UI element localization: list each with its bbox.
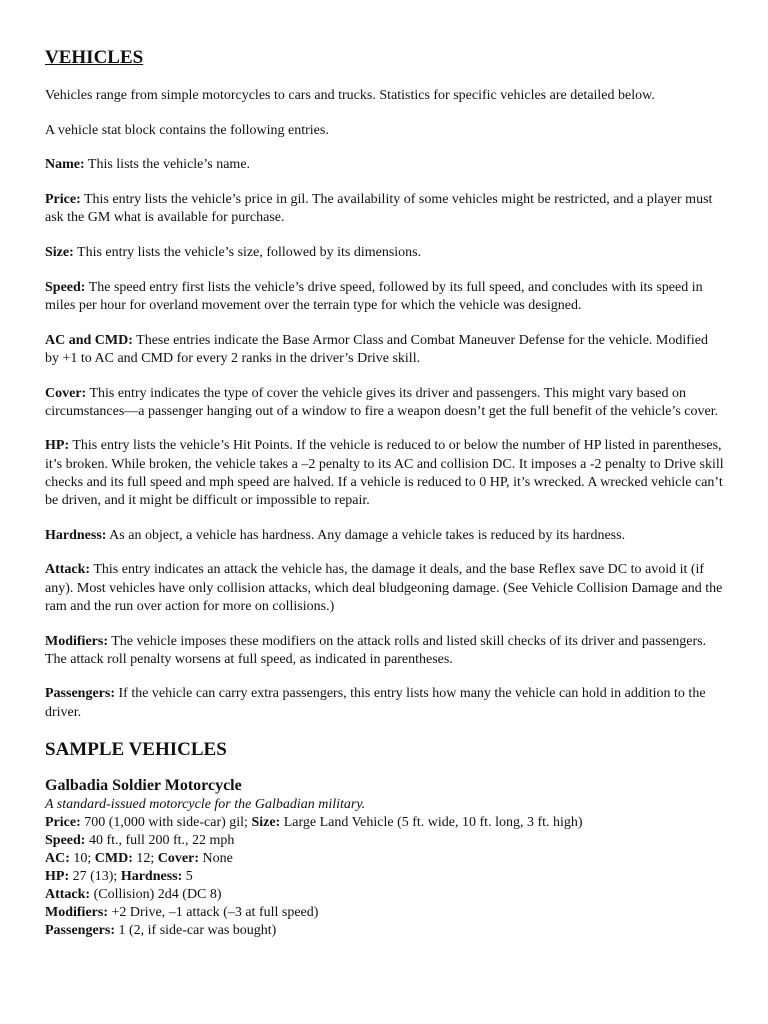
entry-ac-cmd [45,332,725,368]
entry-term: Hardness: [45,527,107,543]
section-heading: SAMPLE VEHICLES [45,739,227,761]
entry-attack [45,561,725,616]
entry-modifiers [45,633,725,669]
stat-speed [45,832,725,850]
stat-label: CMD: [94,851,133,867]
entry-term: HP: [45,438,70,454]
stat-value: +2 Drive, –1 attack (–3 at full speed) [107,905,319,921]
stat-label: Attack: [45,887,91,903]
stat-attack [45,886,725,904]
entry-name [45,156,725,174]
stat-label: Cover: [157,851,199,867]
entry-text: This entry lists the vehicle’s size, followed by its dimensions. [73,245,422,261]
document-page [45,46,725,940]
entry-price [45,191,725,227]
entry-text: As an object, a vehicle has hardness. Any damage a vehicle takes is reduced by its hardness. [106,527,626,543]
stat-passengers [45,922,725,940]
stat-hp-hardness [45,868,725,886]
entry-text: This lists the vehicle’s name. [84,157,251,173]
entry-term: Attack: [45,562,91,578]
stat-value: Large Land Vehicle (5 ft. wide, 10 ft. long, 3 ft. high) [280,815,583,831]
vehicle-name: Galbadia Soldier Motorcycle [45,777,242,795]
stat-value: 10; [69,851,95,867]
entry-text: The speed entry first lists the vehicle’s drive speed, followed by its full speed, and concludes with its speed in miles per hour for overland movement over the terrain type for which the vehicle was designed. [45,279,703,313]
entry-text: The vehicle imposes these modifiers on the attack rolls and listed skill checks of its driver and passengers. The attack roll penalty worsens at full speed, as indicated in parentheses. [45,633,707,667]
stat-value: (Collision) 2d4 (DC 8) [90,887,222,903]
stat-label: HP: [45,869,70,885]
stat-price-size [45,814,725,832]
stat-ac-cmd-cover [45,850,725,868]
entry-text: This entry lists the vehicle’s price in gil. The availability of some vehicles might be restricted, and a player must ask the GM what is available for purchase. [45,192,713,226]
entry-term: Cover: [45,385,87,401]
entry-term: Speed: [45,279,86,295]
entry-size [45,244,725,262]
entry-passengers [45,685,725,721]
entry-term: AC and CMD: [45,332,133,348]
entry-term: Size: [45,245,74,261]
entry-term: Name: [45,157,85,173]
entry-term: Modifiers: [45,633,108,649]
stat-label: Size: [251,815,281,831]
page-title: VEHICLES [45,47,144,68]
stat-value: 700 (1,000 with side-car) gil; [80,815,252,831]
entry-text: If the vehicle can carry extra passengers, this entry lists how many the vehicle can hold in addition to the driver. [45,686,706,720]
entry-hardness [45,527,725,545]
entry-text: This entry indicates an attack the vehicle has, the damage it deals, and the base Reflex save DC to avoid it (if any). Most vehicles have only collision attacks, which deal bludgeoning damage. (See Vehicle Collision Damage and the ram and the run over action for more on collisions.) [45,562,723,614]
stat-value: 12; [132,851,158,867]
stat-label: Hardness: [120,869,183,885]
entry-term: Price: [45,192,81,208]
entry-speed [45,279,725,315]
entry-text: This entry indicates the type of cover the vehicle gives its driver and passengers. This might vary based on circumstances—a passenger hanging out of a window to fire a weapon doesn’t get the full benefit of the vehicle’s cover. [45,385,719,419]
stat-value: 27 (13); [69,869,121,885]
stat-modifiers [45,904,725,922]
intro-paragraph: Vehicles range from simple motorcycles to cars and trucks. Statistics for specific vehicles are detailed below. [45,88,655,103]
stat-label: Speed: [45,833,86,849]
entry-text: This entry lists the vehicle’s Hit Points. If the vehicle is reduced to or below the number of HP listed in parentheses, it’s broken. While broken, the vehicle takes a –2 penalty to its AC and collision DC. It imposes a -2 penalty to Drive skill checks and its full speed and mph speed are halved. If a vehicle is reduced to 0 HP, it’s wrecked. A wrecked vehicle can’t be driven, and it might be difficult or impossible to repair. [45,438,724,509]
stat-value: 40 ft., full 200 ft., 22 mph [85,833,235,849]
stat-label: Modifiers: [45,905,108,921]
vehicle-stat-block [45,776,725,940]
entry-term: Passengers: [45,686,115,702]
intro-paragraph: A vehicle stat block contains the following entries. [45,122,329,138]
stat-value: 5 [182,869,193,885]
stat-label: AC: [45,851,70,867]
entry-cover [45,385,725,421]
stat-label: Price: [45,815,81,831]
entry-text: These entries indicate the Base Armor Class and Combat Maneuver Defense for the vehicle. Modified by +1 to AC and CMD for every 2 ranks in the driver’s Drive skill. [45,332,709,366]
vehicle-description: A standard-issued motorcycle for the Galbadian military. [45,797,366,813]
stat-value: None [198,851,233,867]
stat-value: 1 (2, if side-car was bought) [115,923,277,939]
entry-hp [45,437,725,510]
stat-label: Passengers: [45,923,115,939]
